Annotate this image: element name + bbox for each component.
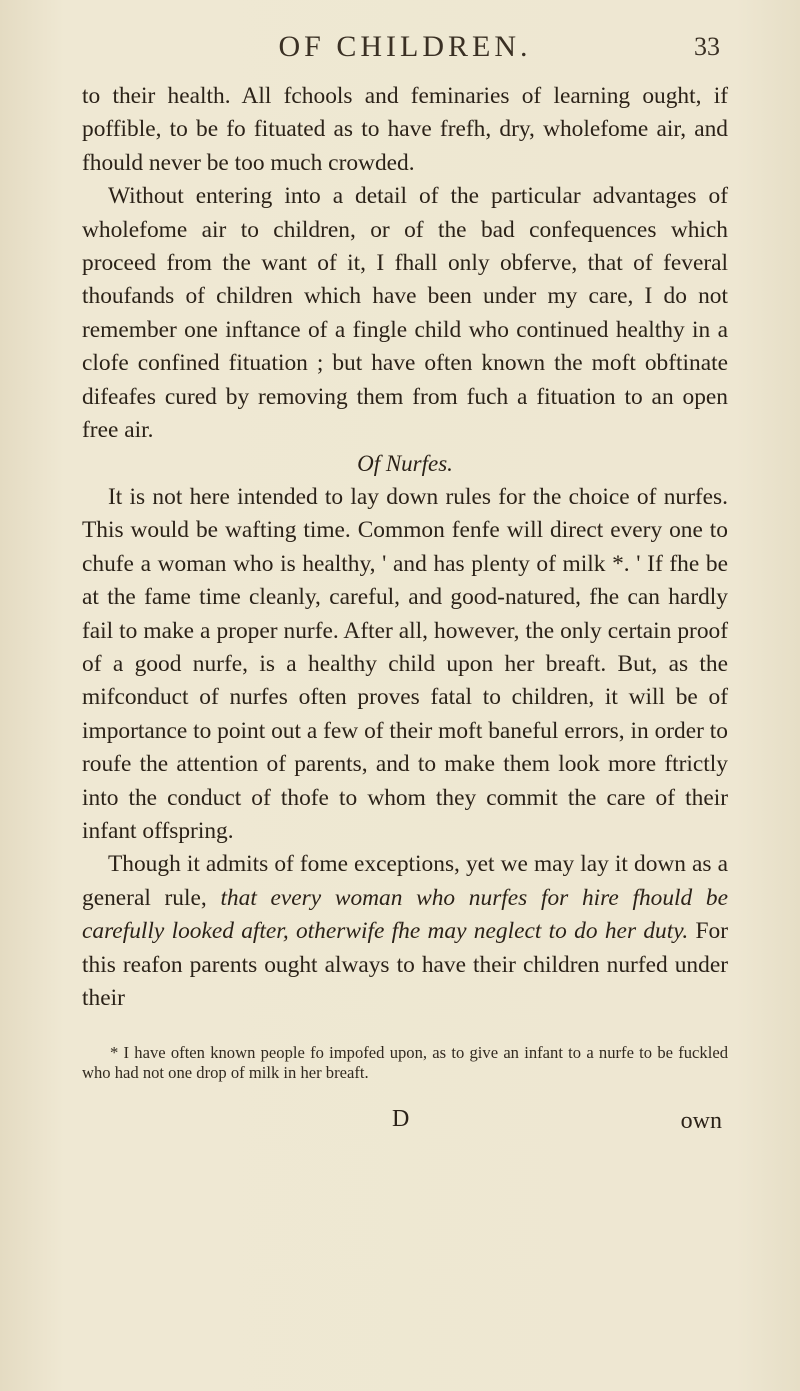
footnote: * I have often known people fo impofed upon, as to give an infant to a nurfe to be fuckled who had not one drop of milk in her breaft. [82,1043,728,1083]
rule-intro: Though it admits of fome exceptions, yet we may lay it down as a general rule, [82,851,728,911]
page-number: 33 [694,32,720,61]
rule-conclusion: For this reafon parents ought always to have their children nurfed under their [82,918,728,1011]
signature-mark: D [392,1105,410,1132]
rule-italic: that every woman who nurfes for hire fhould be carefully looked after, otherwife fhe may neglect to do her duty. [82,884,729,945]
paragraph-continuation: to their health. All fchools and feminaries of learning ought, if poffible, to be fo fituated as to have frefh, dry, wholefome air, and fhould never be too much crowded. [82,83,728,176]
running-title: OF CHILDREN. [278,30,532,63]
page-footer [82,1100,728,1140]
paragraph-wholesome-air: Without entering into a detail of the particular advantages of wholefome air to children, or of the bad confequences which proceed from the want of it, I fhall only obferve, that of feveral thoufands of children which have been under my care, I do not remember one inftance of a fingle child who continued healthy in a clofe confined fituation ; but have often known the moft obftinate difeafes cured by removing them from fuch a fituation to an open free air. [82,183,728,444]
paragraph-general-rule [82,848,728,1015]
catchword: own [680,1107,722,1134]
section-heading: Of Nurfes. [357,451,453,477]
running-head [82,0,728,80]
body-text [82,80,728,1015]
paragraph-nurses: It is not here intended to lay down rules for the choice of nurfes. This would be wafting time. Common fenfe will direct every one to chufe a woman who is healthy, ' and has plenty of milk *. ' If fhe be at the fame time cleanly, careful, and good-natured, fhe can hardly fail to make a proper nurfe. After all, however, the only certain proof of a good nurfe, is a healthy child upon her breaft. But, as the mifconduct of nurfes often proves fatal to children, it will be of importance to point out a few of their moft baneful errors, in order to roufe the attention of parents, and to make them look more ftrictly into the conduct of thofe to whom they commit the care of their infant offspring. [82,483,728,844]
